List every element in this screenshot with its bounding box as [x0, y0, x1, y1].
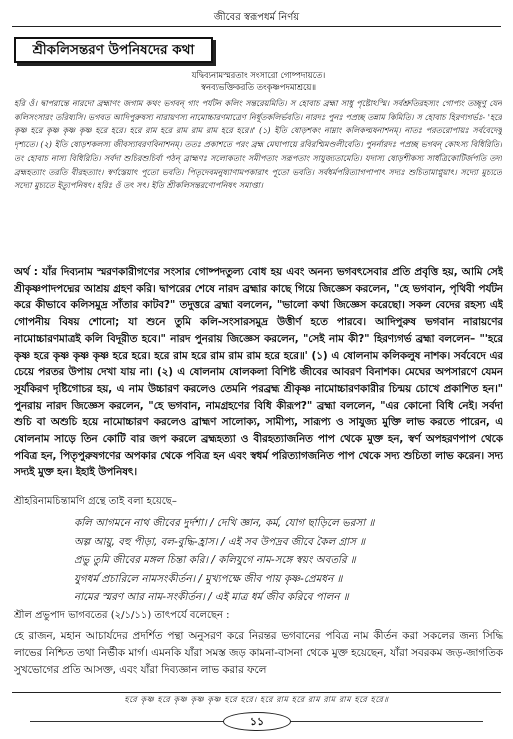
poem — [74, 514, 494, 607]
purport-paragraph: হে রাজন, মহান আচার্যদের প্রদর্শিত পন্থা অনুসরণ করে নিরন্তর ভগবানের পবিত্র নাম কীর্তন করা সকলের জন্য সিদ্ধি লাভের নিশ্চিত তথা নির্ভীক মার্গ। এমনকি যাঁরা সমস্ত জড় কামনা-বাসনা থেকে মুক্ত হয়েছেন, যাঁরা সবরকম জড়-জাগতিক সুখভোগের প্রতি আসক্ত, এবং যাঁরা দিব্যজ্ঞান লাভ করার ফলে — [14, 630, 503, 676]
poem-line-3: প্রভু তুমি জীবের মঙ্গল চিন্তা করি। / কলিযুগে নাম-সঙ্গে স্বয়ং অবতরি ॥ — [74, 554, 356, 566]
poem-intro: শ্রীহরিনামচিন্তামণি গ্রন্থে তাই বলা হয়েছে– — [14, 496, 177, 507]
translation-lead: অর্থ : — [14, 266, 38, 278]
translation-paragraph — [14, 264, 503, 490]
purport-intro: শ্রীল প্রভুপাদ ভাগবতের (২/১/১১) তাৎপর্যে বলেছেন : — [14, 610, 230, 621]
poem-line-4: যুগধর্ম প্রচারিলে নামসংকীর্তন। / মুখ্যপক্ষে জীব পায় কৃষ্ণ-প্রেমধন ॥ — [74, 572, 343, 585]
poem-line-2: অল্প আয়ু, বহু পীড়া, বল-বুদ্ধি-হ্রাস। / এই সব উপদ্রব জীবে কৈল গ্রাস ॥ — [74, 535, 366, 548]
page-number: ১১ — [223, 712, 291, 731]
running-header: জীবের স্বরূপধর্ম নির্ণয় — [213, 12, 300, 23]
sanskrit-text: হরি ওঁ। দ্বাপরান্তে নারদো ব্রহ্মাণং জগাম কথং ভগবন্‌ গাং পর্যটন কলিং সন্তরেয়মিতি। স হোবাচ ব্রহ্মা সাধু পৃষ্টোঽস্মি। সর্বশ্রুতিরহস্যং গোপ্যং তচ্ছৃণু যেন কলিসংসারং তরিষ্যসি। ভগবত আদিপুরুষস্য নারায়ণস্য নামোচ্চারণমাত্রেণ নির্ধূতকলির্ভবতি। নারদঃ পুনঃ পপ্রচ্ছ তন্নাম কিমিতি। স হোবাচ হিরণ্যগর্ভঃ- 'হরে কৃষ্ণ হরে কৃষ্ণ কৃষ্ণ কৃষ্ণ হরে হরে। হরে রাম হরে রাম রাম রাম হরে হরে॥' (১) ইতি ষোড়শকং নাম্নাং কলিকল্মষনাশনম্‌। নাতঃ পরতরোপায়ঃ সর্ববেদেষু দৃশ্যতে। (২) ইতি ষোড়শকলস্য জীবস্যাবরণবিনাশনম্‌। ততঃ প্রকাশতে পরং ব্রহ্ম মেঘাপায়ে রবিরশ্মিমণ্ডলীবেতি। পুনর্নারদঃ পপ্রচ্ছ ভগবন্‌ কোঽস্য বিধিরিতি। তং হোবাচ নাস্য বিধিরিতি। সর্বদা শুচিরশুচির্বা পঠন্‌ ব্রাহ্মণঃ সলোকতাং সমীপতাং সরূপতাং সাযুজ্যতামেতি। যদাস্য ষোড়শীকস্য সার্ধত্রিকোটির্জপতি তদা ব্রহ্মহত্যাং তরতি বীরহত্যাং। স্বর্ণস্তেয়াৎ পূতো ভবতি। পিতৃদেবমনুষ্যাণামপকারাৎ পূতো ভবতি। সর্বধর্মপরিত্যাগপাপাৎ সদ্যঃ শুচিতামাপ্নুয়াৎ। সদ্যো মুচ্যতে সদ্যো মুচ্যতে ইত্যুপনিষৎ। হরিঃ ওঁ তৎ সৎ। ইতি শ্রীকলিসন্তরণোপনিষৎ সমাপ্তা। — [14, 98, 502, 191]
verse-line-2: স্বনব্যভক্তিকরতি তংকৃষ্ণপদমাশ্রয়ে॥ — [200, 82, 317, 92]
verse-line-1: যদ্বিব্যনামস্মরতাং সংসারো গোষ্পদায়তে। — [191, 70, 326, 80]
header-rule — [12, 26, 501, 27]
page-number-area — [0, 711, 513, 731]
footer-rule — [12, 692, 501, 693]
translation-text: যাঁর দিব্যনাম স্মরণকারীগণের সংসার গোষ্পদতুল্য বোধ হয় এবং অনন্য ভগবৎসেবার প্রতি প্রবৃত্তি হয়, আমি সেই শ্রীকৃষ্ণপাদপদ্মের আশ্রয় গ্রহণ করি। দ্বাপরের শেষে নারদ ব্রহ্মার কাছে গিয়ে জিজ্ঞেস করলেন, "হে ভগবান, পৃথিবী পর্যটন করে কীভাবে কলিসমুদ্র সাঁতার কাটব?" তদুত্তরে ব্রহ্মা বললেন, "ভালো কথা জিজ্ঞেস করেছো। সকল বেদের রহস্য এই গোপনীয় বিষয় শোনো; যা শুনে তুমি কলি-সংসারসমুদ্র উত্তীর্ণ হতে পারবে। আদিপুরুষ ভগবান নারায়ণের নামোচ্চারণমাত্রই কলি বিদূরীত হবে।" নারদ পুনরায় জিজ্ঞেস করলেন, "সেই নাম কী?" হিরণ্যগর্ভ ব্রহ্মা বললেন– "'হরে কৃষ্ণ হরে কৃষ্ণ কৃষ্ণ কৃষ্ণ হরে হরে। হরে রাম হরে রাম রাম রাম হরে হরে॥' (১) এ ষোলনাম কলিকলুষ নাশক। সর্ববেদে এর চেয়ে পরতর উপায় দেখা যায় না। (২) এ ষোলনাম ষোলকলা বিশিষ্ট জীবের আবরণ বিনাশক। মেঘের অপসারণে যেমন সূর্যকিরণ দৃষ্টিগোচর হয়, এ নাম উচ্চারণ করলেও তেমনি পরব্রহ্ম শ্রীকৃষ্ণ নামোচ্চারণকারীর চিন্ময় চোখে প্রকাশিত হন।" পুনরায় নারদ জিজ্ঞেস করলেন, "হে ভগবান, নামগ্রহণের বিধি কীরূপ?" ব্রহ্মা বললেন, "এর কোনো বিধি নেই। সর্বদা শুচি বা অশুচি হয়ে নামোচ্চারণ করলেও ব্রাহ্মণ সালোক্য, সামীপ্য, সারূপ্য ও সাযুজ্য মুক্তি লাভ করতে পারেন, এ ষোলনাম সাড়ে তিন কোটি বার জপ করলে ব্রহ্মহত্যা ও বীরহত্যাজনিত পাপ থেকে মুক্ত হন, স্বর্ণ অপহরণপাপ থেকে পবিত্র হন, পিতৃপুরুষগণের অপকার থেকে পবিত্র হন এবং স্বধর্ম পরিত্যাগজনিত পাপ থেকে সদ্য শুচিতা লাভ করেন। সদ্য সদ্যই মুক্ত হন। ইহাই উপনিষৎ। — [14, 266, 503, 479]
poem-line-1: কলি আগমনে নাথ জীবের দুর্দশা। / দেখি জ্ঞান, কর্ম, যোগ ছাড়িলে ভরসা ॥ — [74, 517, 375, 529]
section-title: শ্রীকলিসন্তরণ উপনিষদের কথা — [14, 37, 213, 63]
footer-mantra: হরে কৃষ্ণ হরে কৃষ্ণ কৃষ্ণ কৃষ্ণ হরে হরে। হরে রাম হরে রাম রাম রাম হরে হরে॥ — [124, 695, 389, 704]
poem-line-5: নামের স্মরণ আর নাম-সংকীর্তন। / এই মাত্র ধর্ম জীব করিবে পালন ॥ — [74, 591, 349, 603]
